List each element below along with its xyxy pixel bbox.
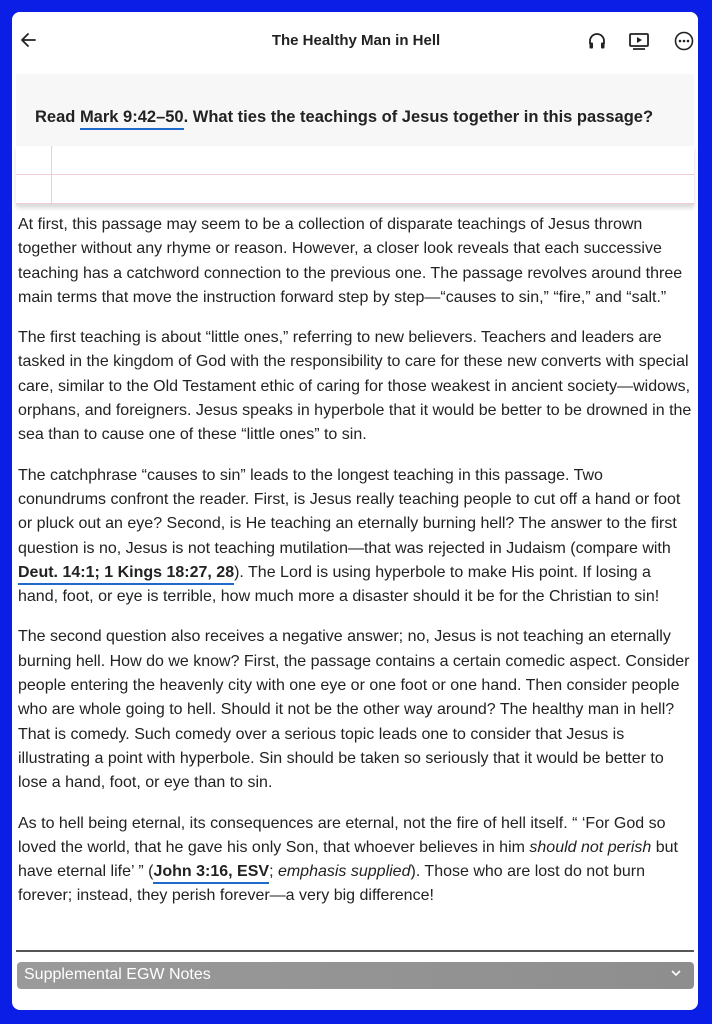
supplemental-notes-label: Supplemental EGW Notes [24, 966, 211, 983]
paragraph: The second question also receives a negative answer; no, Jesus is not teaching an eternally burning hell. How do we know? First, the passage contains a certain comedic aspect. Consider people entering the heavenly city with one eye or one foot or one hand. Then consider people who are whole going to hell. Should it not be the other way around? The healthy man in hell? That is comedy. Such comedy over a serious topic leads one to consider that Jesus is illustrating a point with hyperbole. Sin should be taken so seriously that it would be better to lose a hand, foot, or eye than to sin. [18, 628, 690, 792]
chevron-down-icon [670, 966, 682, 984]
headphones-icon [587, 31, 607, 51]
more-options-button[interactable] [673, 30, 695, 52]
paragraph: The first teaching is about “little ones,” referring to new believers. Teachers and leaders are tasked in the kingdom of God with the responsibility to care for these new converts with special care, similar to the Old Testament ethic of caring for those weakest in ancient society—widows, orphans, and foreigners. Jesus speaks in hyperbole that it would be better to be drowned in the sea than to cause one of these “little ones” to sin. [18, 329, 692, 444]
app-window [12, 12, 698, 1010]
supplemental-notes-toggle[interactable] [17, 962, 694, 989]
answer-textarea[interactable] [16, 146, 694, 205]
answer-margin-line [51, 146, 52, 204]
audio-button[interactable] [586, 30, 608, 52]
scripture-link[interactable]: Deut. 14:1; 1 Kings 18:27, 28 [18, 564, 234, 585]
lesson-content [18, 213, 694, 925]
question-box [16, 74, 694, 147]
paragraph: As to hell being eternal, its consequences are eternal, not the fire of hell itself. “ ‘For God so loved the world, that he gave his only Son, that whoever believes in him should not perish but have eternal life’ ” (John 3:16, ESV; emphasis supplied). Those who are lost do not burn forever; instead, they perish forever—a very big difference! [18, 814, 678, 905]
paragraph: The catchphrase “causes to sin” leads to the longest teaching in this passage. Two conundrums confront the reader. First, is Jesus really teaching people to cut off a hand or foot or pluck out an eye? Second, is He teaching an eternally burning hell? The answer to the first question is no, Jesus is not teaching mutilation—that was rejected in Judaism (compare with Deut. 14:1; 1 Kings 18:27, 28). The Lord is using hyperbole to make His point. If losing a hand, foot, or eye is terrible, how much more a disaster should it be for the Christian to sin! [18, 466, 681, 606]
section-divider [16, 950, 694, 952]
video-play-icon [628, 31, 650, 51]
video-button[interactable] [628, 30, 650, 52]
scripture-link[interactable]: Mark 9:42–50 [80, 108, 184, 130]
arrow-left-icon [20, 32, 36, 48]
more-options-icon [674, 31, 694, 51]
page-title: The Healthy Man in Hell [271, 32, 441, 49]
top-bar [12, 12, 698, 74]
back-button[interactable] [16, 28, 40, 52]
paragraph: At first, this passage may seem to be a collection of disparate teachings of Jesus thrown together without any rhyme or reason. However, a closer look reveals that each successive teaching has a catchword connection to the previous one. The passage revolves around three main terms that move the instruction forward step by step—“causes to sin,” “fire,” and “salt.” [18, 216, 683, 306]
scripture-link[interactable]: John 3:16, ESV [153, 863, 269, 884]
question-text: Read Mark 9:42–50. What ties the teachings of Jesus together in this passage? [35, 108, 653, 127]
